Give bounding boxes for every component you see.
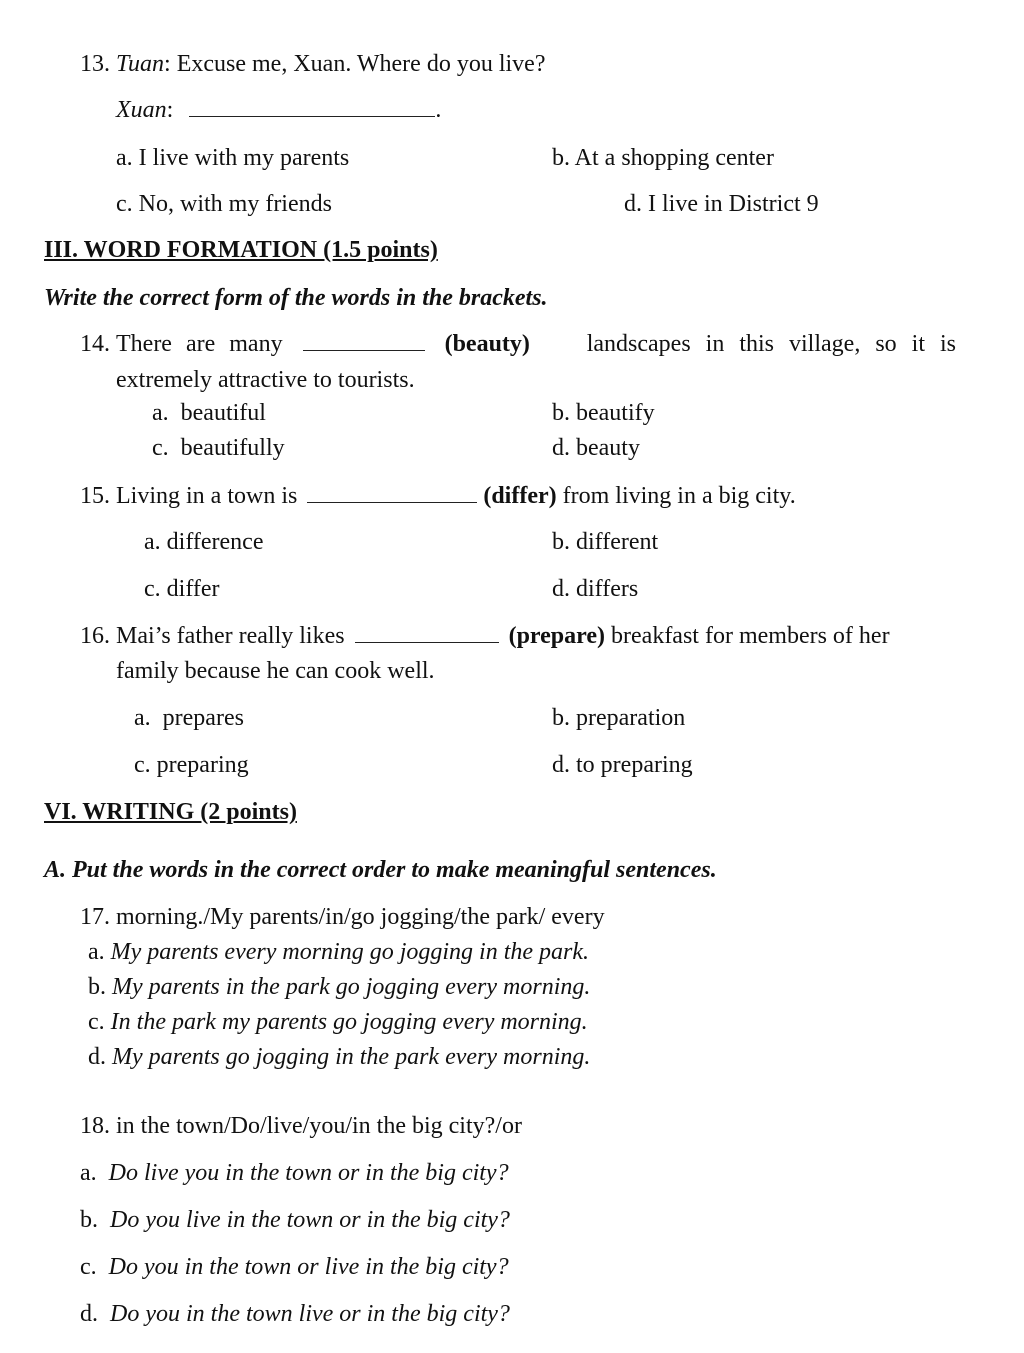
option-18b[interactable]	[80, 1208, 510, 1232]
speaker-tuan: Tuan	[116, 51, 165, 77]
answer-blank[interactable]	[189, 116, 435, 117]
option-18d[interactable]	[80, 1302, 510, 1326]
option-text: My parents every morning go jogging in the park.	[110, 939, 590, 965]
option-label: a.	[88, 939, 105, 965]
option-15b[interactable]: b. different	[552, 529, 659, 555]
option-text: My parents go jogging in the park every morning.	[112, 1044, 591, 1070]
speaker-xuan: Xuan	[116, 97, 167, 123]
question-number: 16.	[80, 623, 110, 649]
option-text: prepares	[162, 705, 244, 731]
option-18a[interactable]	[80, 1161, 509, 1185]
option-text: Do you in the town or live in the big city?	[108, 1254, 509, 1280]
option-label: c.	[152, 435, 169, 461]
question-prompt: morning./My parents/in/go jogging/the park/ every	[116, 904, 605, 930]
question-text-before: Living in a town is	[116, 483, 298, 509]
option-text: beautifully	[180, 435, 285, 461]
option-label: b.	[80, 1207, 98, 1233]
question-13	[80, 52, 545, 76]
option-17d[interactable]	[88, 1045, 590, 1069]
question-14	[80, 332, 956, 356]
question-17	[80, 905, 605, 929]
colon: :	[166, 97, 174, 123]
option-16a[interactable]	[134, 706, 244, 730]
option-label: c.	[80, 1254, 97, 1280]
section-title-word-formation: III. WORD FORMATION (1.5 points)	[44, 237, 438, 263]
option-text: In the park my parents go jogging every morning.	[110, 1009, 588, 1035]
option-text: Do live you in the town or in the big city?	[108, 1160, 509, 1186]
option-17c[interactable]	[88, 1010, 588, 1034]
question-14-line2: extremely attractive to tourists.	[116, 367, 415, 393]
option-15d[interactable]: d. differs	[552, 576, 639, 602]
question-text-after: from living in a big city.	[562, 483, 796, 509]
option-text: Do you in the town live or in the big city?	[110, 1301, 510, 1327]
option-15a[interactable]: a. difference	[144, 529, 264, 555]
question-text-after: landscapes in this village, so it is	[586, 331, 956, 357]
option-label: c.	[88, 1009, 105, 1035]
question-text-before: Mai’s father really likes	[116, 623, 345, 649]
option-text: My parents in the park go jogging every morning.	[112, 974, 591, 1000]
question-number: 15.	[80, 483, 110, 509]
option-text: Do you live in the town or in the big city?	[110, 1207, 510, 1233]
keyword-differ: (differ)	[483, 483, 557, 509]
option-15c[interactable]: c. differ	[144, 576, 220, 602]
option-label: a.	[80, 1160, 97, 1186]
option-14b[interactable]: b. beautify	[552, 400, 655, 426]
option-17a[interactable]	[88, 940, 589, 964]
colon: :	[164, 51, 171, 77]
option-16b[interactable]: b. preparation	[552, 705, 686, 731]
option-16d[interactable]: d. to preparing	[552, 752, 693, 778]
answer-blank[interactable]	[303, 350, 425, 351]
section-instruction: Write the correct form of the words in the brackets.	[44, 285, 548, 311]
question-number: 13.	[80, 51, 110, 77]
option-label: a.	[134, 705, 151, 731]
question-text-before: There are many	[116, 331, 283, 357]
section-instruction: A. Put the words in the correct order to make meaningful sentences.	[44, 857, 717, 883]
option-18c[interactable]	[80, 1255, 509, 1279]
question-text-after: breakfast for members of her	[611, 623, 890, 649]
option-13d[interactable]: d. I live in District 9	[624, 191, 819, 217]
question-text: Excuse me, Xuan. Where do you live?	[176, 51, 546, 77]
keyword-prepare: (prepare)	[508, 623, 606, 649]
option-14d[interactable]: d. beauty	[552, 435, 640, 461]
option-13b[interactable]: b. At a shopping center	[552, 145, 774, 171]
option-label: a.	[152, 400, 169, 426]
question-16-line2: family because he can cook well.	[116, 658, 435, 684]
question-18	[80, 1114, 522, 1138]
section-title-writing: VI. WRITING (2 points)	[44, 799, 297, 825]
option-label: b.	[88, 974, 106, 1000]
question-prompt: in the town/Do/live/you/in the big city?/or	[116, 1113, 522, 1139]
answer-blank[interactable]	[355, 642, 499, 643]
option-14c[interactable]	[152, 436, 285, 460]
question-number: 14.	[80, 331, 110, 357]
question-number: 18.	[80, 1113, 110, 1139]
option-13c[interactable]: c. No, with my friends	[116, 191, 332, 217]
question-15	[80, 484, 796, 508]
option-16c[interactable]: c. preparing	[134, 752, 249, 778]
option-14a[interactable]	[152, 401, 266, 425]
option-label: d.	[80, 1301, 98, 1327]
option-17b[interactable]	[88, 975, 590, 999]
option-13a[interactable]: a. I live with my parents	[116, 145, 350, 171]
period: .	[435, 97, 442, 123]
answer-line-13	[116, 98, 441, 122]
keyword-beauty: (beauty)	[444, 331, 530, 357]
question-number: 17.	[80, 904, 110, 930]
question-16	[80, 624, 890, 648]
answer-blank[interactable]	[307, 502, 477, 503]
option-label: d.	[88, 1044, 106, 1070]
option-text: beautiful	[180, 400, 266, 426]
